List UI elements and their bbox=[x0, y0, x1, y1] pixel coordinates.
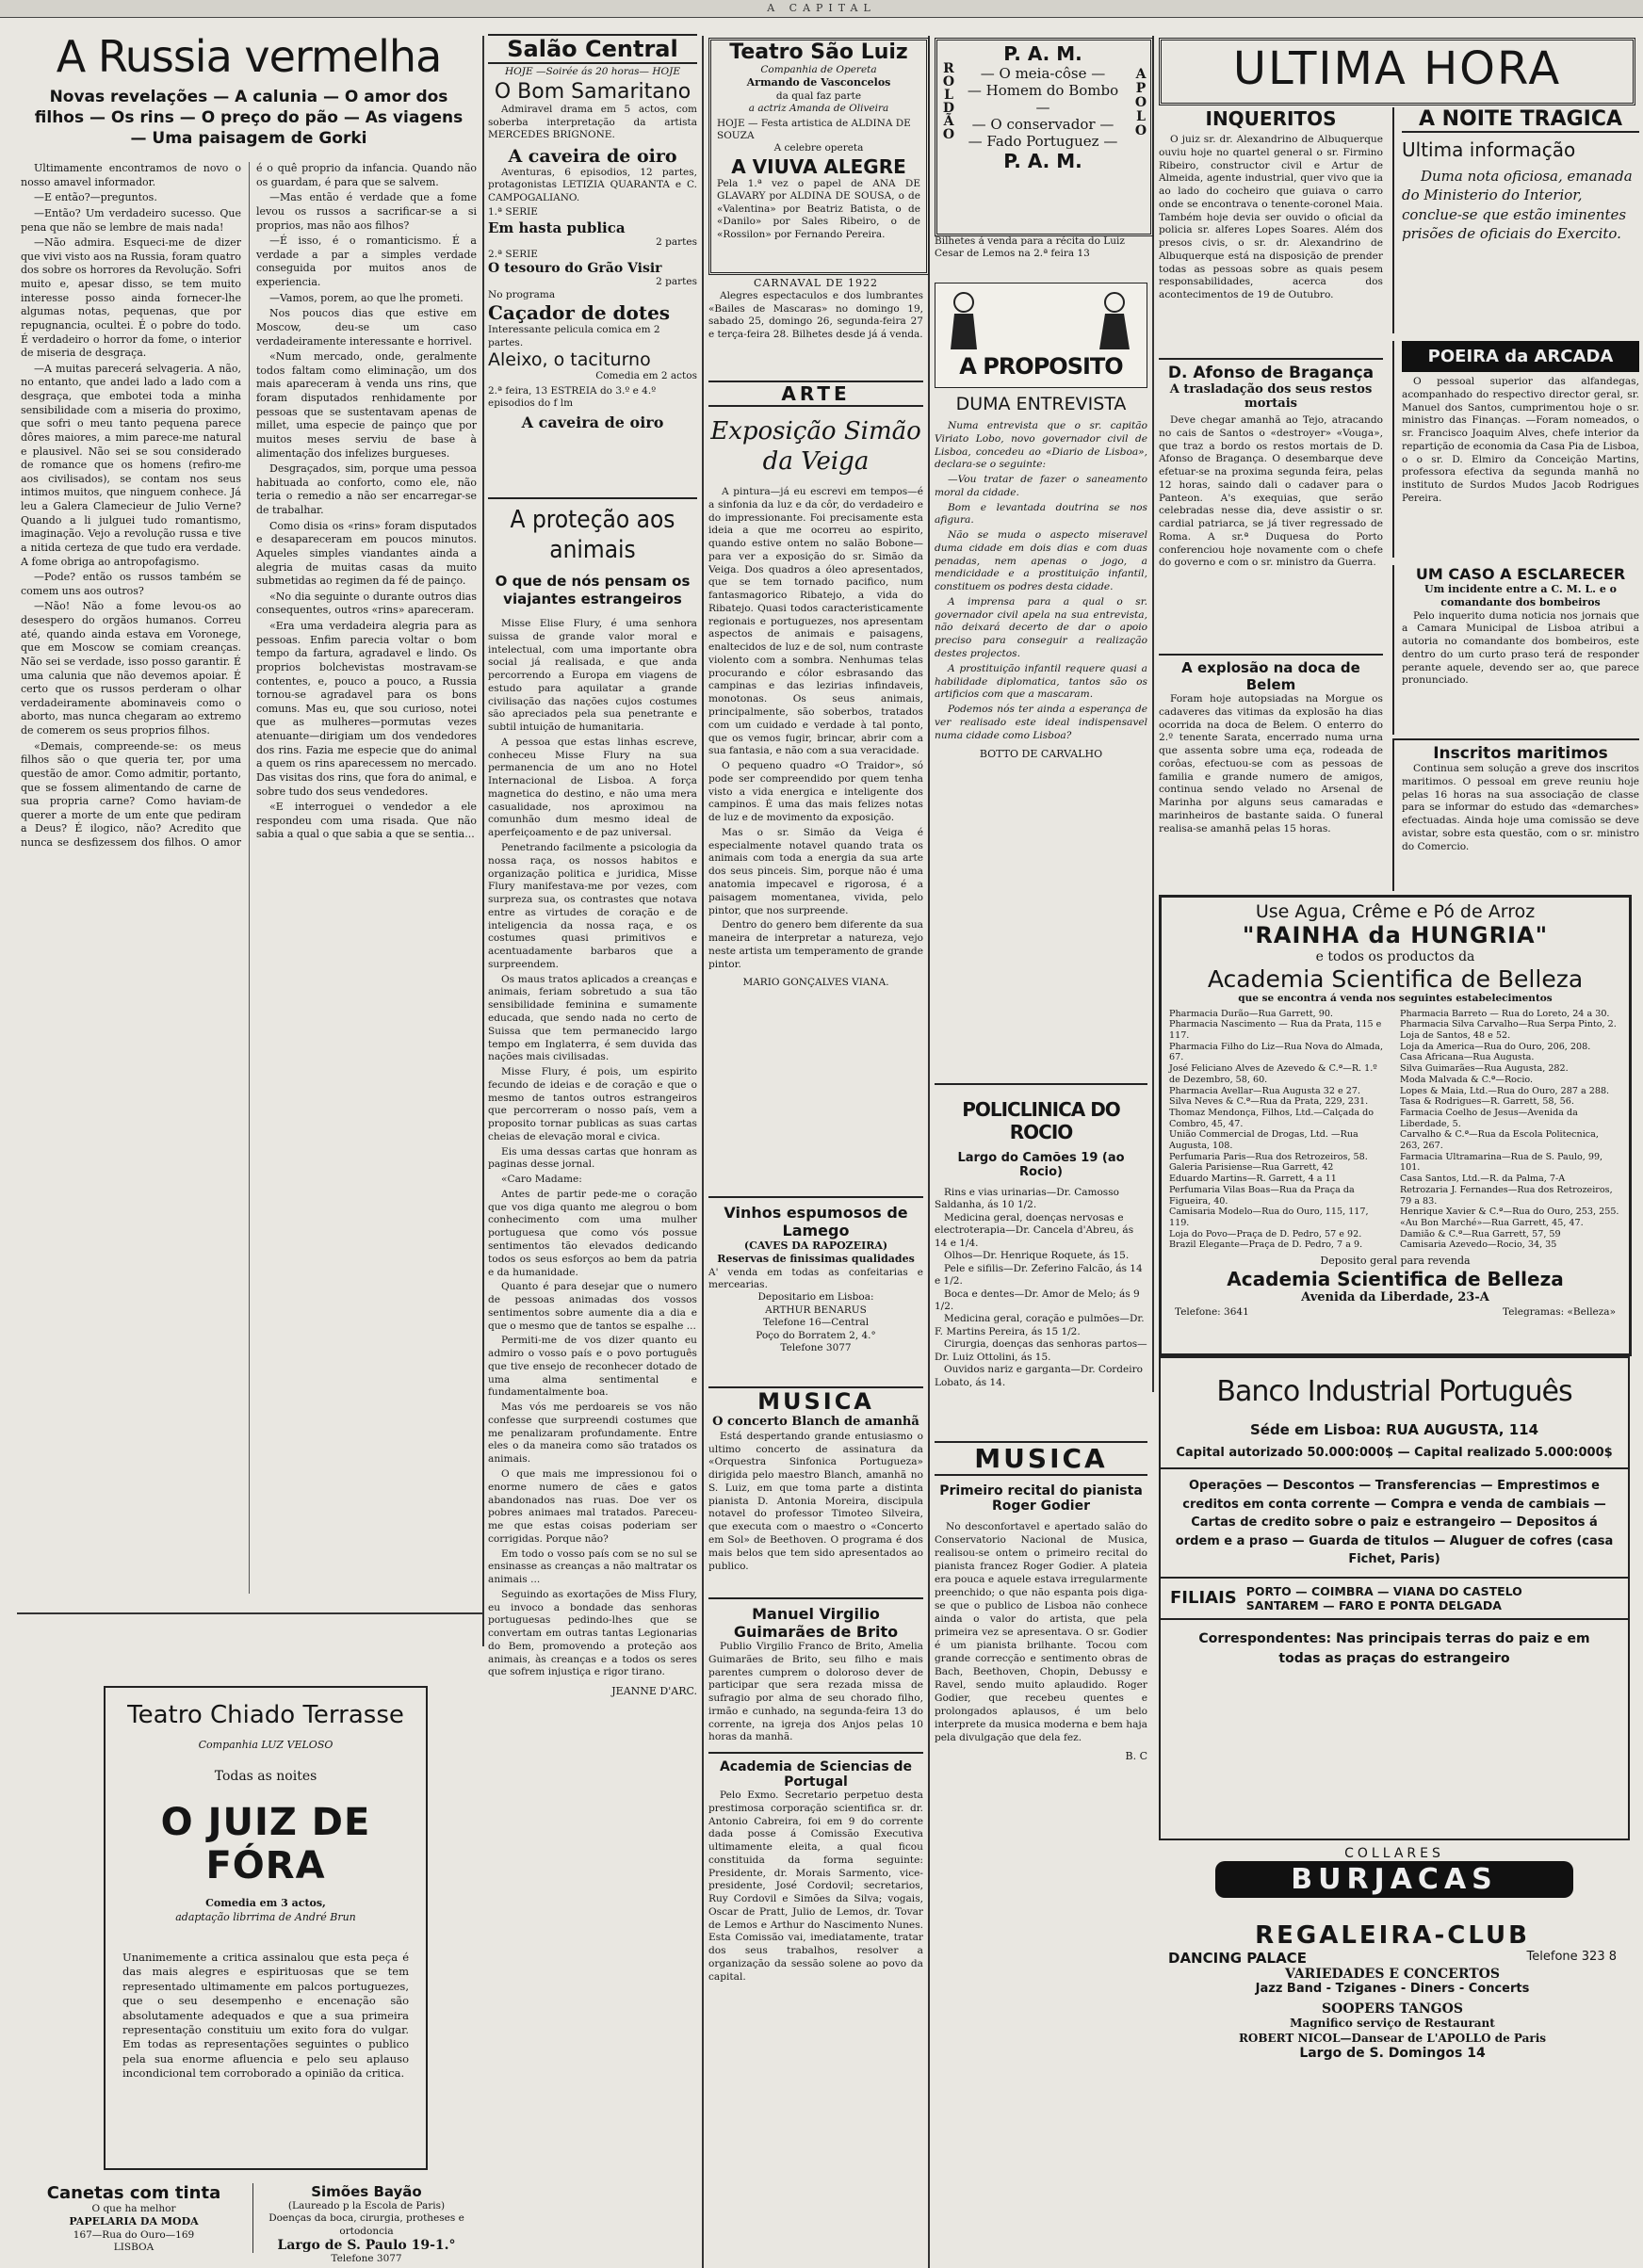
series-label: 1.ª SERIE bbox=[488, 206, 538, 219]
article-subtitle: Primeiro recital do pianista Roger Godier bbox=[939, 1483, 1143, 1514]
film-title: A caveira de oiro bbox=[508, 145, 677, 167]
ad-line: e todos os productos da bbox=[1315, 949, 1475, 964]
ad-line: SANTAREM — FARO E PONTA DELGADA bbox=[1245, 1597, 1502, 1612]
paragraph: Seguindo as exortações de Miss Flury, eu invoco a bondade das senhoras portuguesas pedindo-lhes que se convertam em outras tantas Legionarias do Bem, promovendo a proteção aos animais, às creanças e a todos os seres que sofrem injustiça e rigor tirano. bbox=[488, 1588, 697, 1678]
ad-line: Armando de Vasconcelos bbox=[746, 76, 891, 89]
article-body: Continua sem solução a greve dos inscritos maritimos. O pessoal em greve reuniu hoje pelas 16 horas na sua associação de classe para se informar do estudo das «demarches» efectuadas. Ainda hoje uma comissão se deve avistar, sobre esta questão, com o sr. ministro do Comercio. bbox=[1402, 763, 1639, 852]
ad-item: Rins e vias urinarias—Dr. Camosso Saldanha, ás 10 1/2. bbox=[935, 1187, 1119, 1211]
ultima-hora-banner bbox=[1159, 38, 1635, 105]
paragraph: —É isso, é o romanticismo. É a verdade a par a simples verdade conseguida por muitos anos de experiencia. bbox=[256, 235, 477, 288]
store-item: Thomaz Mendonça, Filhos, Ltd.—Calçada do Combro, 45, 47. bbox=[1169, 1107, 1375, 1129]
ad-item: Boca e dentes—Dr. Amor de Melo; ás 9 1/2. bbox=[935, 1288, 1140, 1312]
store-item: José Feliciano Alves de Azevedo & C.ª—R. 1.º de Dezembro, 58, 60. bbox=[1169, 1063, 1377, 1085]
ad-item: — O meia-côse — bbox=[980, 65, 1106, 82]
store-item: Perfumaria Vilas Boas—Rua da Praça da Figueira, 40. bbox=[1169, 1184, 1355, 1207]
article-poeira bbox=[1392, 341, 1639, 558]
ad-line: Telefone 3077 bbox=[331, 2253, 402, 2265]
paragraph: «Caro Madame: bbox=[501, 1174, 582, 1186]
notice-academia bbox=[708, 1752, 923, 2238]
ad-title: "RAINHA da HUNGRIA" bbox=[1242, 922, 1549, 948]
article-body bbox=[935, 420, 1147, 742]
signature: MARIO GONÇALVES VIANA. bbox=[742, 977, 889, 989]
ultima-hora-title: ULTIMA HORA bbox=[1232, 42, 1562, 95]
paragraph: A pessoa que estas linhas escreve, conheceu Misse Flury na sua permanencia de um ano no Hotel Internacional de Lisboa. A força magnetica do destino, e não uma mera casualidade, nos aproximou na comunhão dum mesmo ideal de aperfeiçoamento e de paz universal. bbox=[488, 736, 697, 839]
film-title: Caçador de dotes bbox=[488, 301, 671, 325]
notice-text: Alegres espectaculos e dos lumbrantes «Bailes de Mascaras» no domingo 19, sabado 25, domingo 26, segunda-feira 27 e terça-feira 28. Bilhetes desde já á venda. bbox=[708, 290, 923, 340]
article-body bbox=[488, 618, 697, 1699]
ad-line: Companhia de Opereta bbox=[760, 64, 877, 75]
ad-line: VARIEDADES E CONCERTOS bbox=[1285, 1967, 1500, 1982]
ad-line: A celebre opereta bbox=[773, 142, 864, 154]
article-exposicao bbox=[708, 381, 923, 1191]
article-maritimos bbox=[1392, 738, 1639, 891]
film-desc: Interessante pelicula comica em 2 partes. bbox=[488, 324, 660, 348]
ad-title: P. A. M. bbox=[1003, 42, 1082, 65]
paragraph: —Então? Um verdadeiro sucesso. Que pena que não se lembre de mais nada! bbox=[21, 206, 241, 234]
ad-item: — O conservador — bbox=[971, 116, 1114, 133]
store-item: Camisaria Modelo—Rua do Ouro, 115, 117, 119. bbox=[1169, 1207, 1369, 1228]
ad-item: — Homem do Bombo — bbox=[967, 82, 1119, 116]
ad-store-list bbox=[1162, 1009, 1629, 1251]
ad-line: a actriz Amanda de Oliveira bbox=[748, 103, 889, 115]
paragraph: A prostituição infantil requere quasi a habilidade diplomatica, tantos são os artificios com que a mascaram. bbox=[935, 662, 1147, 701]
ad-pam bbox=[935, 38, 1153, 236]
store-item: Pharmacia Durão—Rua Garrett, 90. bbox=[1169, 1008, 1333, 1019]
notice-text: Pelo Exmo. Secretario perpetuo desta prestimosa corporação scientifica sr. dr. Antonio Cabreira, foi em 9 do corrente dada posse á Comissão Executiva ultimamente eleita, a qual ficou constituida da forma seguinte: Presidente, dr. Morais Sarmento, vice-presidente, José Cordovil; secretarios, Ruy Cordovil e Simões da Silva; vogais, Oscar de Pratt, Julio de Lemos, dr. Tovar de Lemos e Arthur do Nascimento Nunes. Esta Comissão vai, imediatamente, tratar dos seus trabalhos, resolver a organização da sessão solene ao povo da capital. bbox=[708, 1790, 923, 1983]
ad-correspondents: Correspondentes: Nas principais terras do paiz e em todas as praças do estrangeiro bbox=[1198, 1630, 1590, 1666]
store-item: «Au Bon Marché»—Rua Garrett, 45, 47. bbox=[1400, 1217, 1584, 1228]
programme-label: No programa bbox=[488, 288, 556, 300]
store-item: Lopes & Maia, Ltd.—Rua do Ouro, 287 a 288. bbox=[1400, 1085, 1610, 1096]
ad-address: Largo do Camões 19 (ao Rocio) bbox=[957, 1151, 1125, 1179]
ad-line: DANCING PALACE bbox=[1168, 1950, 1307, 1967]
article-subtitle: A trasladação dos seus restos mortais bbox=[1169, 382, 1373, 411]
store-item: Carvalho & C.ª—Rua da Escola Politecnica, 263, 267. bbox=[1400, 1129, 1599, 1152]
section-rule bbox=[17, 1612, 482, 1614]
parts: 2 partes bbox=[656, 235, 697, 248]
ad-filiais-label: FILIAIS bbox=[1170, 1588, 1237, 1608]
ad-phone: Telefone: 3641 bbox=[1175, 1306, 1249, 1319]
paragraph: —Mas então é verdade que a fome levou os russos a sacrificar-se a si proprios, mas não aos filhos? bbox=[256, 191, 477, 232]
ad-title: POLICLINICA DO ROCIO bbox=[962, 1098, 1120, 1143]
ad-line: Academia Scientifica de Belleza bbox=[1227, 1268, 1564, 1291]
ad-center bbox=[962, 42, 1124, 172]
article-title: A explosão na doca de Belem bbox=[1181, 659, 1360, 693]
store-item: Perfumaria Paris—Rua dos Retrozeiros, 58. bbox=[1169, 1151, 1368, 1162]
premiere-note: 2.ª feira, 13 ESTREIA do 3.º e 4.º episodios do f lm bbox=[488, 384, 657, 409]
ad-title: Vinhos espumosos de Lamego bbox=[724, 1204, 908, 1239]
heading-title: A PROPOSITO bbox=[959, 353, 1123, 380]
ad-line: Depositario em Lisboa: bbox=[757, 1291, 874, 1304]
ad-opera: A VIUVA ALEGRE bbox=[731, 154, 906, 178]
store-item: Damião & C.ª—Rua Garrett, 57, 59 bbox=[1400, 1228, 1561, 1239]
store-column bbox=[1169, 1009, 1391, 1251]
article-inqueritos bbox=[1159, 107, 1383, 352]
ad-row bbox=[1159, 1950, 1626, 1967]
ad-line: Deposito geral para revenda bbox=[1320, 1255, 1471, 1268]
store-item: Tasa & Rodrigues—R. Garrett, 58, 56. bbox=[1400, 1096, 1574, 1108]
notice-carnaval bbox=[708, 277, 923, 379]
paragraph: —Vamos, porem, ao que lhe prometi. bbox=[269, 291, 464, 304]
paragraph: Permiti-me de vos dizer quanto eu admiro o vosso país e o povo português que tive ensejo de reconhecer dotado de uma alma sentimental e fundamentalmente boa. bbox=[488, 1335, 697, 1399]
paragraph: Os maus tratos aplicados a creanças e animais, feriam sobretudo a sua tão sensibilidade feminina e sumamente educada, que sendo nada no certo de Suissa que tem permanecido largo tempo em Inglaterra, é sem duvida das nações mais civilisadas. bbox=[488, 973, 697, 1063]
column-rule bbox=[702, 36, 704, 2268]
store-item: Brazil Elegante—Praça de D. Pedro, 7 a 9. bbox=[1169, 1239, 1363, 1251]
article-subtitle: Um incidente entre a C. M. L. e o comandante dos bombeiros bbox=[1424, 583, 1617, 609]
ad-title: Canetas com tinta bbox=[46, 2183, 221, 2203]
column-rule bbox=[928, 36, 930, 2268]
ad-filiais bbox=[1161, 1577, 1628, 1620]
paragraph: Dentro do genero bem diferente da sua maneira de interpretar a natureza, vejo neste artista um temperamento de grande pintor. bbox=[708, 919, 923, 970]
film-desc: Comedia em 2 actos bbox=[595, 370, 697, 382]
store-item: Loja de Santos, 48 e 52. bbox=[1400, 1030, 1511, 1042]
ad-line: (CAVES DA RAPOZEIRA) bbox=[743, 1239, 888, 1252]
article-body: O pessoal superior das alfandegas, acompanhado do respectivo director geral, sr. Manuel dos Santos, cumprimentou hoje o sr. ministro das Finanças. —Foram nomeados, o sr. Francisco Joaquim Alves, chefe interior da repartição de economia da Casa Pia de Lisboa, o o sr. D. Elmiro da Conceição Martins, professora efectiva da segunda manhã no instituto de Surdos Mudos Jacob Rodrigues Pereira. bbox=[1402, 376, 1639, 504]
section-label: MUSICA bbox=[708, 1386, 923, 1415]
store-item: Casa Africana—Rua Augusta. bbox=[1400, 1052, 1535, 1063]
article-afonso bbox=[1159, 358, 1383, 652]
article-body: Pelo inquerito duma noticia nos jornais que a Camara Municipal de Lisboa atribui a autoria no comandante dos bombeiros, este dentro do um curto praso terá de responder perante aquele, devendo ser ao, que parece pronunciado. bbox=[1402, 609, 1639, 687]
heading-illustration bbox=[935, 283, 1147, 388]
ad-title: Simões Bayão bbox=[311, 2183, 422, 2200]
film-desc: Aventuras, 6 episodios, 12 partes, protagonistas LETIZIA QUARANTA e C. CAMPOGALIANO. bbox=[488, 166, 697, 203]
paragraph: «E interroguei o vendedor a ele respondeu com uma risada. Que não sabia a qual o que sabia a que se sentia... bbox=[256, 801, 477, 841]
film-desc: Admiravel drama em 5 actos, com soberba interpretação da artista MERCEDES BRIGNONE. bbox=[488, 104, 697, 141]
article-belem bbox=[1159, 654, 1383, 891]
film-title: O tesouro do Grão Visir bbox=[488, 261, 662, 277]
ad-vinhos-lamego bbox=[708, 1196, 923, 1386]
store-item: Henrique Xavier & C.ª—Rua do Ouro, 253, 255. bbox=[1400, 1207, 1619, 1218]
article-subtitle: Ultima informação bbox=[1402, 138, 1576, 161]
film-title: Aleixo, o taciturno bbox=[488, 349, 651, 371]
article-noite-tragica bbox=[1392, 107, 1639, 333]
film-title: Em hasta publica bbox=[488, 219, 626, 236]
ad-line: que se encontra á venda nos seguintes estabelecimentos bbox=[1238, 993, 1553, 1005]
ad-line: SOOPERS TANGOS bbox=[1322, 2001, 1463, 2017]
ad-line: COLLARES bbox=[1344, 1846, 1444, 1861]
paragraph: A pintura—já eu escrevi em tempos—é a sinfonia da luz e da côr, do verdadeiro e do impressionante. Foi precisamente esta ideia a que me ocorreu ao espirito, quando estive ontem no salão Bobone—para ver a exposição do sr. Simão da Veiga. Dos quadros a óleo apresentados, que se tem tornado pacifico, num fantasmagorico Ribatejo, a vida do Ribatejo. Quasi todos caracteristicamente regionais e portuguezes, nos apresentam aspectos de animais e paisagens, enaltecidos de luz e de sol, num contraste violento com a sombra. Nenhumas telas procurando e cólor esbrasando das campinas e das lezirias infindaveis, monotonas. Os seus animais, principalmente, são soberbos, tratados com um cuidado e verdade à tal ponto, que os vemos fugir, brincar, abrir com a sua fantasia, e não com a sua veracidade. bbox=[708, 486, 923, 757]
article-title: Exposição Simão da Veiga bbox=[710, 417, 921, 476]
store-item: União Commercial de Drogas, Ltd. —Rua Augusta, 108. bbox=[1169, 1129, 1358, 1152]
notice-title: Academia de Sciencias de Portugal bbox=[719, 1759, 913, 1790]
ad-title: Salão Central bbox=[488, 34, 697, 64]
notice-title: CARNAVAL DE 1922 bbox=[754, 277, 878, 289]
ad-policlinica bbox=[935, 1083, 1147, 1424]
article-body: Está despertando grande entusiasmo o ultimo concerto de assinatura da «Orquestra Sinfonica Portugueza» dirigida pelo maestro Blanch, amanhã no S. Luiz, em que toma parte a distinta pianista D. Antonia Moreira, discipula notavel do professor Timoteo Silveira, que executa com o maestro o «Concerto em Sol» de Beethoven. O programa é dos mais belos que tem sido apresentados ao publico. bbox=[708, 1430, 923, 1572]
ad-line: Largo de S. Paulo 19-1.° bbox=[277, 2238, 456, 2254]
ad-title: Teatro São Luiz bbox=[729, 40, 908, 64]
ad-line: (Laureado p la Escola de Paris) bbox=[287, 2200, 446, 2211]
paragraph: —Pode? então os russos também se comem uns aos outros? bbox=[21, 571, 241, 597]
ad-line: HOJE — Festa artistica de ALDINA DE SOUZA bbox=[717, 117, 911, 142]
ad-title: P. A. M. bbox=[1003, 150, 1082, 172]
ad-line: 167—Rua do Ouro—169 bbox=[73, 2228, 195, 2241]
paragraph: «Num mercado, onde, geralmente todos faltam como eliminação, um dos mais apareceram à venda uns rins, que foram disputados renhidamente por pessoas que se sustentavam apenas de millet, uma especie de painço que por muitos meses serviu de base à alimentação dos infelizes burgueses. bbox=[256, 350, 477, 460]
section-label: ARTE bbox=[708, 381, 923, 407]
store-item: Farmacia Coelho de Jesus—Avenida da Liberdade, 5. bbox=[1400, 1107, 1578, 1129]
store-item: Pharmacia Filho do Liz—Rua Nova do Almada, 67. bbox=[1169, 1041, 1384, 1063]
article-musica-godier bbox=[935, 1441, 1147, 2232]
article-protecao bbox=[488, 497, 697, 2236]
notice-title: Manuel Virgilio Guimarães de Brito bbox=[733, 1605, 899, 1641]
ad-item: Pele e sifilis—Dr. Zeferino Falcão, ás 14 e 1/2. bbox=[935, 1262, 1143, 1288]
paragraph: Misse Elise Flury, é uma senhora suissa de grande valor moral e intelectual, com uma importante obra social já realisada, e que anda percorrendo a Europa em viagens de estudo para aquilatar a grande civilisação das nações cujos costumes são apreciados pela sua penetrante e subtil intuição de humanitaria. bbox=[488, 618, 697, 734]
paragraph: —Não admira. Esqueci-me de dizer que vivi visto aos na Russia, foram quatro dos sobre os horrores da Revolução. Sofri muito e, apesar disso, se tem muito interesse posso ainda fornecer-lhe algumas notas, pequenas, que por repugnancia, ocultei. É o pobre do todo. É verdadeiro o horror da fome, o interior de miseria de desgraça. bbox=[21, 236, 241, 360]
paragraph: Numa entrevista que o sr. capitão Viriato Lobo, novo governador civil de Lisboa, concedeu ao «Diario de Lisboa», declara-se o seguinte: bbox=[935, 420, 1147, 471]
paragraph: A imprensa para a qual o sr. governador civil apela na sua entrevista, não deixará decerto de dar o apoio preciso para conseguir a realização destes projectos. bbox=[935, 595, 1147, 660]
ad-desc: Comedia em 3 actos, bbox=[205, 1897, 326, 1910]
store-item: Moda Malvada & C.ª—Rocio. bbox=[1400, 1074, 1534, 1085]
article-russia bbox=[21, 30, 477, 1609]
ad-desc: Pela 1.ª vez o papel de ANA DE GLAVARY por ALDINA DE SOUSA, o de «Valentina» por Beatriz Batista, o de «Danilo» por Sales Ribeiro, o de «Rossilon» por Fernando Pereira. bbox=[717, 177, 920, 240]
column-rule bbox=[482, 36, 484, 1646]
ad-title: REGALEIRA-CLUB bbox=[1255, 1921, 1530, 1950]
ad-line: Reservas de finissimas qualidades bbox=[717, 1253, 915, 1266]
article-body bbox=[21, 162, 477, 1594]
ad-item: Ouvidos nariz e garganta—Dr. Cordeiro Lobato, ás 14. bbox=[935, 1364, 1143, 1388]
paragraph: «Demais, compreende-se: os meus filhos são o que queria ter, por uma questão de amor. Como admitir, portanto, que se fossem alimentando de carne de sua propria carne? Como haviam-de querer a morte de um ente que pediram a Deus? É ilogico, não? Acredito que nunca se desfizessem dos filhos. O amor é o quê proprio da infancia. Quando não os guardam, é para que se salvem. bbox=[21, 162, 477, 849]
ad-line: Capital autorizado 50.000:000$ — Capital realizado 5.000:000$ bbox=[1161, 1446, 1628, 1469]
ad-banco-industrial bbox=[1159, 1356, 1630, 1840]
store-item: Silva Guimarães—Rua Augusta, 282. bbox=[1400, 1063, 1569, 1075]
ad-title: BURJACAS bbox=[1215, 1861, 1573, 1898]
article-title: A Russia vermelha bbox=[56, 31, 442, 82]
paragraph: —E então?—preguntos. bbox=[34, 191, 157, 204]
paragraph: Mas vós me perdoareis se vos não confesse que surpreendi costumes que me penalizaram profundamente. Entre eles o da maneira como são tratados os animais. bbox=[488, 1401, 697, 1466]
ad-canetas bbox=[21, 2183, 247, 2253]
ad-salao-central bbox=[488, 34, 697, 495]
article-title: A NOITE TRAGICA bbox=[1402, 107, 1639, 133]
ad-item: — Fado Portuguez — bbox=[968, 133, 1118, 150]
ad-pam-tickets: Bilhetes á venda para a récita do Luiz Cesar de Lemos na 2.ª feira 13 bbox=[935, 235, 1125, 260]
paragraph: —A muitas parecerá selvageria. A não, no entanto, que andei lado a lado com a desgraça, que embotei toda a minha sensibilidade com a miseria do proximo, que sofri o meu tanto pequena parece dôres maiores, a mim parece-me natural e plausivel. Não sei se sou considerado de romance que os homens (refiro-me aos civilisados), se contam nos seus intimos muitos, que ninguem conhece. Já leu a Galera Clamecieur de Julio Verne? Quando a li julguei tudo romantismo, imaginação. Vejo a revolução russa e tive a nitida certeza de que tudo era verdade. A fome obriga ao antropofagismo. bbox=[21, 362, 241, 568]
paragraph: Misse Flury, é pois, um espirito fecundo de ideias e de coração e que o mesmo de tantos outros estrangeiros que percorreram o nosso país, vem a proposito tornar publicas as suas cartas cheias de elevação moral e civica. bbox=[488, 1066, 697, 1142]
ad-chiado-terrasse bbox=[104, 1686, 428, 2170]
ad-rainha-hungria bbox=[1159, 895, 1632, 1356]
ad-line: Telefone 3077 bbox=[780, 1342, 852, 1354]
article-body: O juiz sr. dr. Alexandrino de Albuquerque ouviu hoje no quartel general o sr. Firmino Ribeiro, constructor civil e Artur de Almeida, agente industrial, quer vivo que ia ao lado do cocheiro que guiava o carro onde se encontrava o tenente-coronel Maia. Também hoje devia ser ouvido o oficial da policia sr. alferes Lopes Soares. Além dos presos civis, o sr. dr. Alexandrino de Albuquerque está na disposição de prender todas as pessoas sobre as quais pesem responsabilidades, acerca dos acontecimentos de 19 de Outubro. bbox=[1159, 134, 1383, 301]
store-item: Pharmacia Avellar—Rua Augusta 32 e 27. bbox=[1169, 1085, 1361, 1096]
ad-company: Companhia LUZ VELOSO bbox=[198, 1739, 333, 1751]
paragraph: Bom e levantada doutrina se nos afigura. bbox=[935, 501, 1147, 526]
store-item: Retrozaria J. Fernandes—Rua dos Retrozeiros, 79 a 83. bbox=[1400, 1184, 1613, 1207]
paragraph: Ultimamente encontramos de novo o nosso amavel informador. bbox=[21, 162, 241, 188]
ad-sub: HOJE —Soirée ás 20 horas— HOJE bbox=[504, 66, 681, 77]
article-title: Inscritos maritimos bbox=[1433, 744, 1608, 763]
paragraph: O que mais me impressionou foi o enorme numero de cães e gatos abandonados nas ruas. Doe ver os pobres animaes mal tratados. Pareceu-me que estas coisas poderiam ser corrigidas. Porque não? bbox=[488, 1468, 697, 1545]
parts: 2 partes bbox=[656, 276, 697, 288]
ad-line: A' venda em todas as confeitarias e mercearias. bbox=[708, 1266, 923, 1291]
article-title: DUMA ENTREVISTA bbox=[955, 394, 1127, 414]
ad-line: Séde em Lisboa: RUA AUGUSTA, 114 bbox=[1249, 1421, 1539, 1438]
ad-telegram: Telegramas: «Belleza» bbox=[1503, 1306, 1616, 1319]
article-a-proposito bbox=[935, 283, 1147, 1064]
paragraph: —Não! Não a fome levou-os ao desespero do orgãos humanos. Correu até, quando ainda estava em Voronege, que em Moscow se comiam creanças. Não sei se verdade, isso posso garantir. É uma calunia que não devemos apoiar. É certo que os russos perderam o olhar verdadeiramente abominaveis como o aborto, mas nunca chegaram ao extremo de comerem os seus proprios filhos. bbox=[21, 600, 241, 737]
ad-line: Doenças da boca, cirurgia, protheses e ortodoncia bbox=[268, 2212, 464, 2237]
notice-guimaraes bbox=[708, 1597, 923, 1750]
ad-text: Unanimemente a critica assinalou que esta peça é das mais alegres e espirituosas que se tem representado ultimamente em palcos portuguezes, que o seu desempenho e encenação são absolutamente adequados e que a sua primeira representação constituiu um exito fora do vulgar. Em todas as representações seguintes o publico pela sua enorme afluencia e pelo seu aplauso incondicional tem corroborado a opinião da critica. bbox=[122, 1950, 409, 2081]
store-item: Loja do Povo—Praça de D. Pedro, 57 e 92. bbox=[1169, 1228, 1362, 1239]
store-item: Pharmacia Barreto — Rua do Loreto, 24 a 30. bbox=[1400, 1008, 1610, 1019]
ad-side-right: APOLO bbox=[1133, 67, 1148, 138]
store-item: Pharmacia Nascimento — Rua da Prata, 115 e 117. bbox=[1169, 1019, 1382, 1042]
ad-desc-2: adaptação librrima de André Brun bbox=[175, 1910, 356, 1923]
ad-contacts bbox=[1162, 1306, 1629, 1318]
ad-title: Banco Industrial Português bbox=[1216, 1375, 1572, 1408]
ad-item: Cirurgia, doenças das senhoras partos—Dr. Luiz Ottolini, ás 15. bbox=[935, 1338, 1147, 1363]
ad-play-title: O JUIZ DE FÓRA bbox=[160, 1801, 371, 1888]
ad-line: Poço do Borratem 2, 4.° bbox=[756, 1329, 876, 1341]
ad-line: LISBOA bbox=[113, 2242, 155, 2254]
section-label: MUSICA bbox=[935, 1441, 1147, 1476]
article-subtitle: O que de nós pensam os viajantes estrangeiros bbox=[495, 573, 691, 608]
ad-simoes-bayao bbox=[252, 2183, 480, 2265]
paragraph: Não se muda o aspecto miseravel duma cidade em dois dias e com duas penadas, nem apenas o jogo, a mendicidade e a prostituição infantil, constituem os podres desta cidade. bbox=[935, 529, 1147, 593]
article-subtitle: O concerto Blanch de amanhã bbox=[712, 1415, 919, 1429]
paragraph: Em todo o vosso país com se no sul se ensinasse as creanças a não maltratar os animais ... bbox=[488, 1547, 697, 1586]
article-musica-blanch bbox=[708, 1386, 923, 1596]
ad-line: Use Agua, Crême e Pó de Arroz bbox=[1255, 901, 1536, 922]
paragraph: Mas o sr. Simão da Veiga é especialmente notavel quando trata os animais com toda a energia da sua arte dos seus pinceis. Sim, porque não é uma anatomia impecavel e rigorosa, é a paisagem momentanea, vivida, pelo pintor, que nos surpreende. bbox=[708, 826, 923, 916]
store-item: Farmacia Ultramarina—Rua de S. Paulo, 99, 101. bbox=[1400, 1151, 1603, 1174]
ad-line: da qual faz parte bbox=[775, 89, 862, 102]
ad-line: Academia Scientifica de Belleza bbox=[1207, 965, 1584, 994]
section-banner: POEIRA da ARCADA bbox=[1402, 341, 1639, 372]
ad-line: Telefone 323 8 bbox=[1526, 1950, 1617, 1964]
paragraph: Antes de partir pede-me o coração que vos diga quanto me alegrou o bom conhecimento com uma mulher portuguesa que como vós possue sentimentos tão elevados dedicando todos os seus esforços ao bem da patria e da humanidade. bbox=[488, 1188, 697, 1278]
store-item: Silva Neves & C.ª—Rua da Prata, 229, 231. bbox=[1169, 1096, 1369, 1108]
ad-line: Magnifico serviço de Restaurant bbox=[1290, 2017, 1495, 2030]
signature: JEANNE D'ARC. bbox=[611, 1685, 697, 1698]
ad-line: ARTHUR BENARUS bbox=[765, 1304, 867, 1316]
ad-item: Medicina geral, doenças nervosas e electroterapia—Dr. Cancela d'Abreu, ás 14 e 1/4. bbox=[935, 1211, 1134, 1249]
paragraph: —Vou tratar de fazer o saneamento moral da cidade. bbox=[935, 474, 1147, 498]
store-item: Galeria Parisiense—Rua Garrett, 42 bbox=[1169, 1162, 1334, 1174]
paragraph: Eis uma dessas cartas que honram as paginas desse jornal. bbox=[488, 1145, 697, 1171]
store-item: Loja da America—Rua do Ouro, 206, 208. bbox=[1400, 1041, 1591, 1052]
paragraph: Como disia os «rins» foram disputados e desapareceram em poucos minutos. Aqueles simples viandantes ainda a alegria de muitas casas da muito submetidas ao regimen da fé de painço. bbox=[256, 519, 477, 588]
store-item: Casa Santos, Ltd.—R. da Palma, 7-A bbox=[1400, 1174, 1566, 1185]
article-title: D. Afonso de Bragança bbox=[1167, 364, 1375, 382]
ad-item: Olhos—Dr. Henrique Roquete, ás 15. bbox=[944, 1250, 1130, 1262]
ad-side-left: ROLDÃO bbox=[941, 61, 956, 140]
article-title: INQUERITOS bbox=[1205, 107, 1337, 130]
article-caso bbox=[1392, 565, 1639, 735]
paragraph: «No dia seguinte o durante outros dias consequentes, outros «rins» apareceram. bbox=[256, 590, 477, 617]
paragraph: Quanto é para desejar que o numero de pessoas animadas dos vossos sentimentos sobre aumente dia a dia e que o mesmo que de tantos se espalhe ... bbox=[488, 1281, 697, 1332]
ad-line: Largo de S. Domingos 14 bbox=[1299, 2046, 1486, 2062]
masthead-label: A CAPITAL bbox=[767, 2, 876, 14]
masthead-strip bbox=[0, 0, 1643, 18]
ad-item: Medicina geral, coração e pulmões—Dr. F. Martins Pereira, ás 15 1/2. bbox=[935, 1313, 1145, 1337]
paragraph: Penetrando facilmente a psicologia da nossa raça, os nossos habitos e organização politica e juridica, Misse Flury manifestava-me por vezes, com surpreza sua, os contrastes que notava entre as virtudes de coração e de inteligencia da nossa raça, e os costumes quasi primitivos e acentuadamente barbaros que a surpreendem. bbox=[488, 842, 697, 970]
paragraph: O pequeno quadro «O Traidor», só pode ser compreendido por quem tenha visto a vida energica e inteligente dos campinos. É uma das mais felizes notas de luz e de movimento da exposição. bbox=[708, 760, 923, 824]
column-rule bbox=[1152, 36, 1154, 1392]
signature: BOTTO DE CARVALHO bbox=[979, 748, 1103, 761]
ad-line: Avenida da Liberdade, 23-A bbox=[1301, 1290, 1489, 1305]
ad-filiais-list bbox=[1246, 1584, 1522, 1612]
ad-nightly: Todas as noites bbox=[214, 1769, 317, 1785]
ad-teatro-sao-luiz bbox=[708, 38, 929, 275]
ad-title: Teatro Chiado Terrasse bbox=[127, 1701, 404, 1729]
film-title: O Bom Samaritano bbox=[494, 80, 691, 105]
paragraph: Desgraçados, sim, porque uma pessoa habituada ao conforto, como ele, não teria o remedio a não ser encarregar-se de trabalhar. bbox=[256, 462, 477, 516]
paragraph: Podemos nós ter ainda a esperança de ver realisado este ideal indispensavel numa cidade como Lisboa? bbox=[935, 704, 1147, 741]
article-body bbox=[708, 486, 923, 990]
ad-line: ROBERT NICOL—Dansear de L'APOLLO de Paris bbox=[1238, 2031, 1547, 2045]
article-title: UM CASO A ESCLARECER bbox=[1415, 565, 1626, 583]
article-body: Deve chegar amanhã ao Tejo, atracando no cais de Santos o «destroyer» «Vouga», que traz a bordo os restos mortais de D. Afonso de Bragança. O desembarque deve efetuar-se na proxima segunda feira, pelas 12 horas, saindo dali o cadaver para o Panteon. A's exequias, que serão celebradas nesse dia, deve assistir o sr. cardial patriarca, se já tiver regressado de Roma. A sr.ª Duquesa do Porto conferenciou hoje novamente com o chefe do governo e com o sr. ministro da Guerra. bbox=[1159, 414, 1383, 569]
store-item: Eduardo Martins—R. Garrett, 4 a 11 bbox=[1169, 1174, 1337, 1185]
ad-regaleira bbox=[1159, 1921, 1626, 2063]
ad-line: Telefone 16—Central bbox=[762, 1317, 870, 1329]
store-item: Camisaria Azevedo—Rocio, 34, 35 bbox=[1400, 1239, 1557, 1251]
article-subtitle: Novas revelações — A calunia — O amor dos filhos — Os rins — O preço do pão — As viagens — Uma paisagem de Gorki bbox=[34, 88, 464, 148]
paragraph: Nos poucos dias que estive em Moscow, deu-se um caso verdadeiramente interessante e horrivel. bbox=[256, 307, 477, 348]
ad-burjacas bbox=[1215, 1846, 1573, 1908]
film-title: A caveira de oiro bbox=[521, 413, 664, 432]
ad-operations: Operações — Descontos — Transferencias — Emprestimos e creditos em conta corrente — Compra e venda de cambiais — Cartas de credito sobre o paiz e estrangeiro — Depositos á ordem e a praso — Guarda de titulos — Aluguer de cofres (casa Fichet, Paris) bbox=[1175, 1479, 1614, 1566]
article-title: A proteção aos animais bbox=[488, 497, 697, 565]
article-body: No desconfortavel e apertado salão do Conservatorio Nacional de Musica, realisou-se ontem o primeiro recital do pianista francez Roger Godier. A plateia era pouca e aquele estava irregularmente preenchido; o que não espanta pois diga-se que o publico de Lisboa não conhece ainda o valor do artista, que pela primeira vez se apresentava. O sr. Godier é um pianista brilhante. Tocou com grande correcção e sentimento obras de Bach, Beethoven, Chopin, Debussy e Ravel, sendo muito aplaudido. Roger Godier, que recebeu quentes e prolongados aplausos, é um belo interprete da musica moderna e bem haja pela divulgação que dela fez. bbox=[935, 1521, 1147, 1743]
signature: B. C bbox=[1125, 1750, 1147, 1763]
store-item: Pharmacia Silva Carvalho—Rua Serpa Pinto, 2. bbox=[1400, 1019, 1617, 1030]
ad-line: PORTO — COIMBRA — VIANA DO CASTELO bbox=[1245, 1583, 1522, 1598]
ad-line: PAPELARIA DA MODA bbox=[69, 2215, 199, 2228]
ad-line: O que ha melhor bbox=[91, 2203, 176, 2214]
ad-line: Jazz Band - Tziganes - Diners - Concerts bbox=[1255, 1982, 1530, 1996]
article-body: Duma nota oficiosa, emanada do Ministerio do Interior, conclue-se que estão iminentes prisões de oficiais do Exercito. bbox=[1402, 168, 1633, 242]
store-column bbox=[1400, 1009, 1621, 1251]
article-body: Foram hoje autopsiadas na Morgue os cadaveres das vitimas da explosão ha dias ocorrida na doca de Belem. O enterro do 2.º tenente Sarata, encerrado numa urna que assenta sobre uma eça, rodeada de corôas, efectuou-se com as pessoas de familia e grande numero de amigos, continua sendo velado no Arsenal de Marinha por alguns seus camaradas e marinheiros de bastante saida. O funeral realisa-se amanhã pelas 15 horas. bbox=[1159, 693, 1383, 834]
paragraph: «Era uma verdadeira alegria para as pessoas. Enfim parecia voltar o bom tempo da fartura, agradavel e lindo. Os proprios bolchevistas mostravam-se contentes, e, pouco a pouco, a Russia tornou-se agradavel para os bons comuns. Mas eu, que sou curioso, notei que as mulheres—pormutas vezes atenuante—dirigiam um dos vendedores dos rins. Fazia me especie que do animal a quem os rins aparecessem no mercado. Das visitas dos rins, que fora do animal, e sobre tudo dos seus vendedores. bbox=[256, 620, 477, 798]
notice-text: Publio Virgilio Franco de Brito, Amelia Guimarães de Brito, seu filho e mais parentes cumprem o doloroso dever de participar que sera rezada missa de sufragio por alma de seu chorado filho, irmão e cunhado, na segunda-feira 13 do corrente, na igreja dos Anjos pelas 10 horas da manhã. bbox=[708, 1641, 923, 1743]
series-label: 2.ª SERIE bbox=[488, 248, 538, 260]
